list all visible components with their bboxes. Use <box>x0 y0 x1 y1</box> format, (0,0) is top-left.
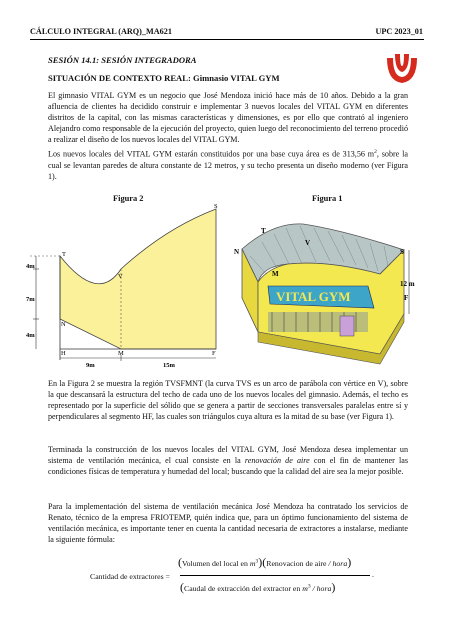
upc-logo-icon <box>384 50 420 86</box>
region-tvsfmnt <box>60 209 216 349</box>
dim-bottom-label: 4m <box>26 332 35 339</box>
point-t-label: T <box>62 251 66 258</box>
point-s-label: S <box>214 203 218 210</box>
context-title: SITUACIÓN DE CONTEXTO REAL: Gimnasio VITAL GYM <box>48 73 280 83</box>
point-n-label: N <box>234 248 240 256</box>
paren-open-1: ( <box>178 555 182 569</box>
entrance-door <box>340 316 354 336</box>
numerator-renewal: Renovacion de aire <box>266 559 327 568</box>
point-h-label: H <box>61 350 66 357</box>
numerator-volume-unit: m <box>249 559 256 568</box>
formula-numerator <box>178 555 351 570</box>
figure2-title: Figura 2 <box>113 194 144 203</box>
paragraph-ventilation <box>48 444 408 477</box>
dim-middle-label: 7m <box>26 296 35 303</box>
paren-open-3: ( <box>180 580 184 594</box>
paragraph-ventilation-italic: renovación de aire <box>244 456 310 465</box>
point-v-label: V <box>118 273 123 280</box>
square-exponent: 2 <box>374 149 377 155</box>
dim-left-base-label: 9m <box>86 362 95 369</box>
point-t-label: T <box>261 227 266 235</box>
numerator-volume-exponent: 3 <box>255 558 259 565</box>
numerator-volume: Volumen del local en <box>182 559 250 568</box>
paragraph-base-area-text-end: , sobre la cual se levantan paredes de altura constante de 12 metros, y su techo presenta un diseño moderno (ver Figura 1). <box>48 149 408 181</box>
paragraph-ventilation-text: Terminada la construcción de los nuevos locales del VITAL GYM, José Mendoza desea implementar un sistema de ventilación mecánica, el cual consiste en la <box>48 445 408 465</box>
fraction-bar <box>180 575 370 576</box>
paren-open-2: ( <box>262 555 267 569</box>
paren-close-2: ) <box>347 555 352 569</box>
session-title: SESIÓN 14.1: SESIÓN INTEGRADORA <box>48 55 197 65</box>
header-divider <box>30 39 424 40</box>
denominator-unit: m <box>302 584 308 593</box>
point-s-label: S <box>400 248 404 256</box>
sign-text: VITAL GYM <box>276 289 351 304</box>
paragraph-base-area <box>48 147 408 182</box>
paragraph-extractors: Para la implementación del sistema de ventilación mecánica José Mendoza ha contratado los servicios de Renato, técnico de la empresa FRIOTEMP, quién indica que, para un óptimo funcionamiento del sistema de ventilación mecánica, es importante tener en cuenta la cantidad necesaria de extractores a instalarse, mediante la siguiente fórmula: <box>48 502 408 544</box>
figure1-title: Figura 1 <box>312 194 343 203</box>
point-m-label: M <box>272 270 279 278</box>
formula-denominator <box>180 580 335 595</box>
point-f-label: F <box>404 294 409 302</box>
paragraph-ventilation-text-end: con el fin de mantener las condiciones físicas de temperatura y humedad del local; buscando que la calidad del aire sea la mejor posible. <box>48 456 408 476</box>
figure2-diagram <box>26 200 236 370</box>
denominator-flow: Caudal de extracción del extractor en <box>184 584 303 593</box>
paragraph-base-area-text: Los nuevos locales del VITAL GYM estarán constituidos por una base cuya área es de 313,56 m <box>48 149 375 159</box>
header-course: CÁLCULO INTEGRAL (ARQ)_MA621 <box>30 27 172 36</box>
numerator-renewal-unit: / hora <box>328 559 348 568</box>
paragraph-intro: El gimnasio VITAL GYM es un negocio que José Mendoza inició hace más de 10 años. Debido a la gran afluencia de clientes ha decidido construir e implementar 3 nuevos locales del VITAL GYM en diferentes distritos de la capital, con las mismas características y dimensiones, es por ello que contrató al ingeniero Alejandro como responsable de la ejecución del proyecto, quien luego del reconocimiento del terreno procedió a realizar el diseño de los nuevos locales del VITAL GYM. <box>48 91 408 144</box>
paren-close-1: ) <box>258 555 263 569</box>
point-m-label: M <box>118 350 124 357</box>
height-label: 12 m <box>400 280 415 288</box>
dim-right-base-label: 15m <box>163 362 175 369</box>
formula-end: . <box>372 570 374 579</box>
paragraph-region-description: En la Figura 2 se muestra la región TVSFMNT (la curva TVS es un arco de parábola con vértice en V), sobre la que descansará la estructura del techo de cada uno de los nuevos locales del gimnasio. Además, el techo es representado por la superficie del sólido que se genera a partir de secciones transversales paralelas entre sí y perpendiculares al segmento HF, las cuales son triángulos cuya altura es la mitad de su base (ver Figura 1). <box>48 379 408 421</box>
denominator-per-hour: / hora <box>310 584 332 593</box>
header-term: UPC 2023_01 <box>375 27 423 36</box>
paren-close-3: ) <box>331 580 336 594</box>
dim-top-label: 4m <box>26 263 35 270</box>
formula-lhs: Cantidad de extractores = <box>90 572 170 581</box>
figure1-building-image <box>228 204 428 370</box>
denominator-exponent: 3 <box>307 583 311 590</box>
point-v-label: V <box>305 239 311 247</box>
point-n-label: N <box>61 321 66 328</box>
point-f-label: F <box>212 350 216 357</box>
